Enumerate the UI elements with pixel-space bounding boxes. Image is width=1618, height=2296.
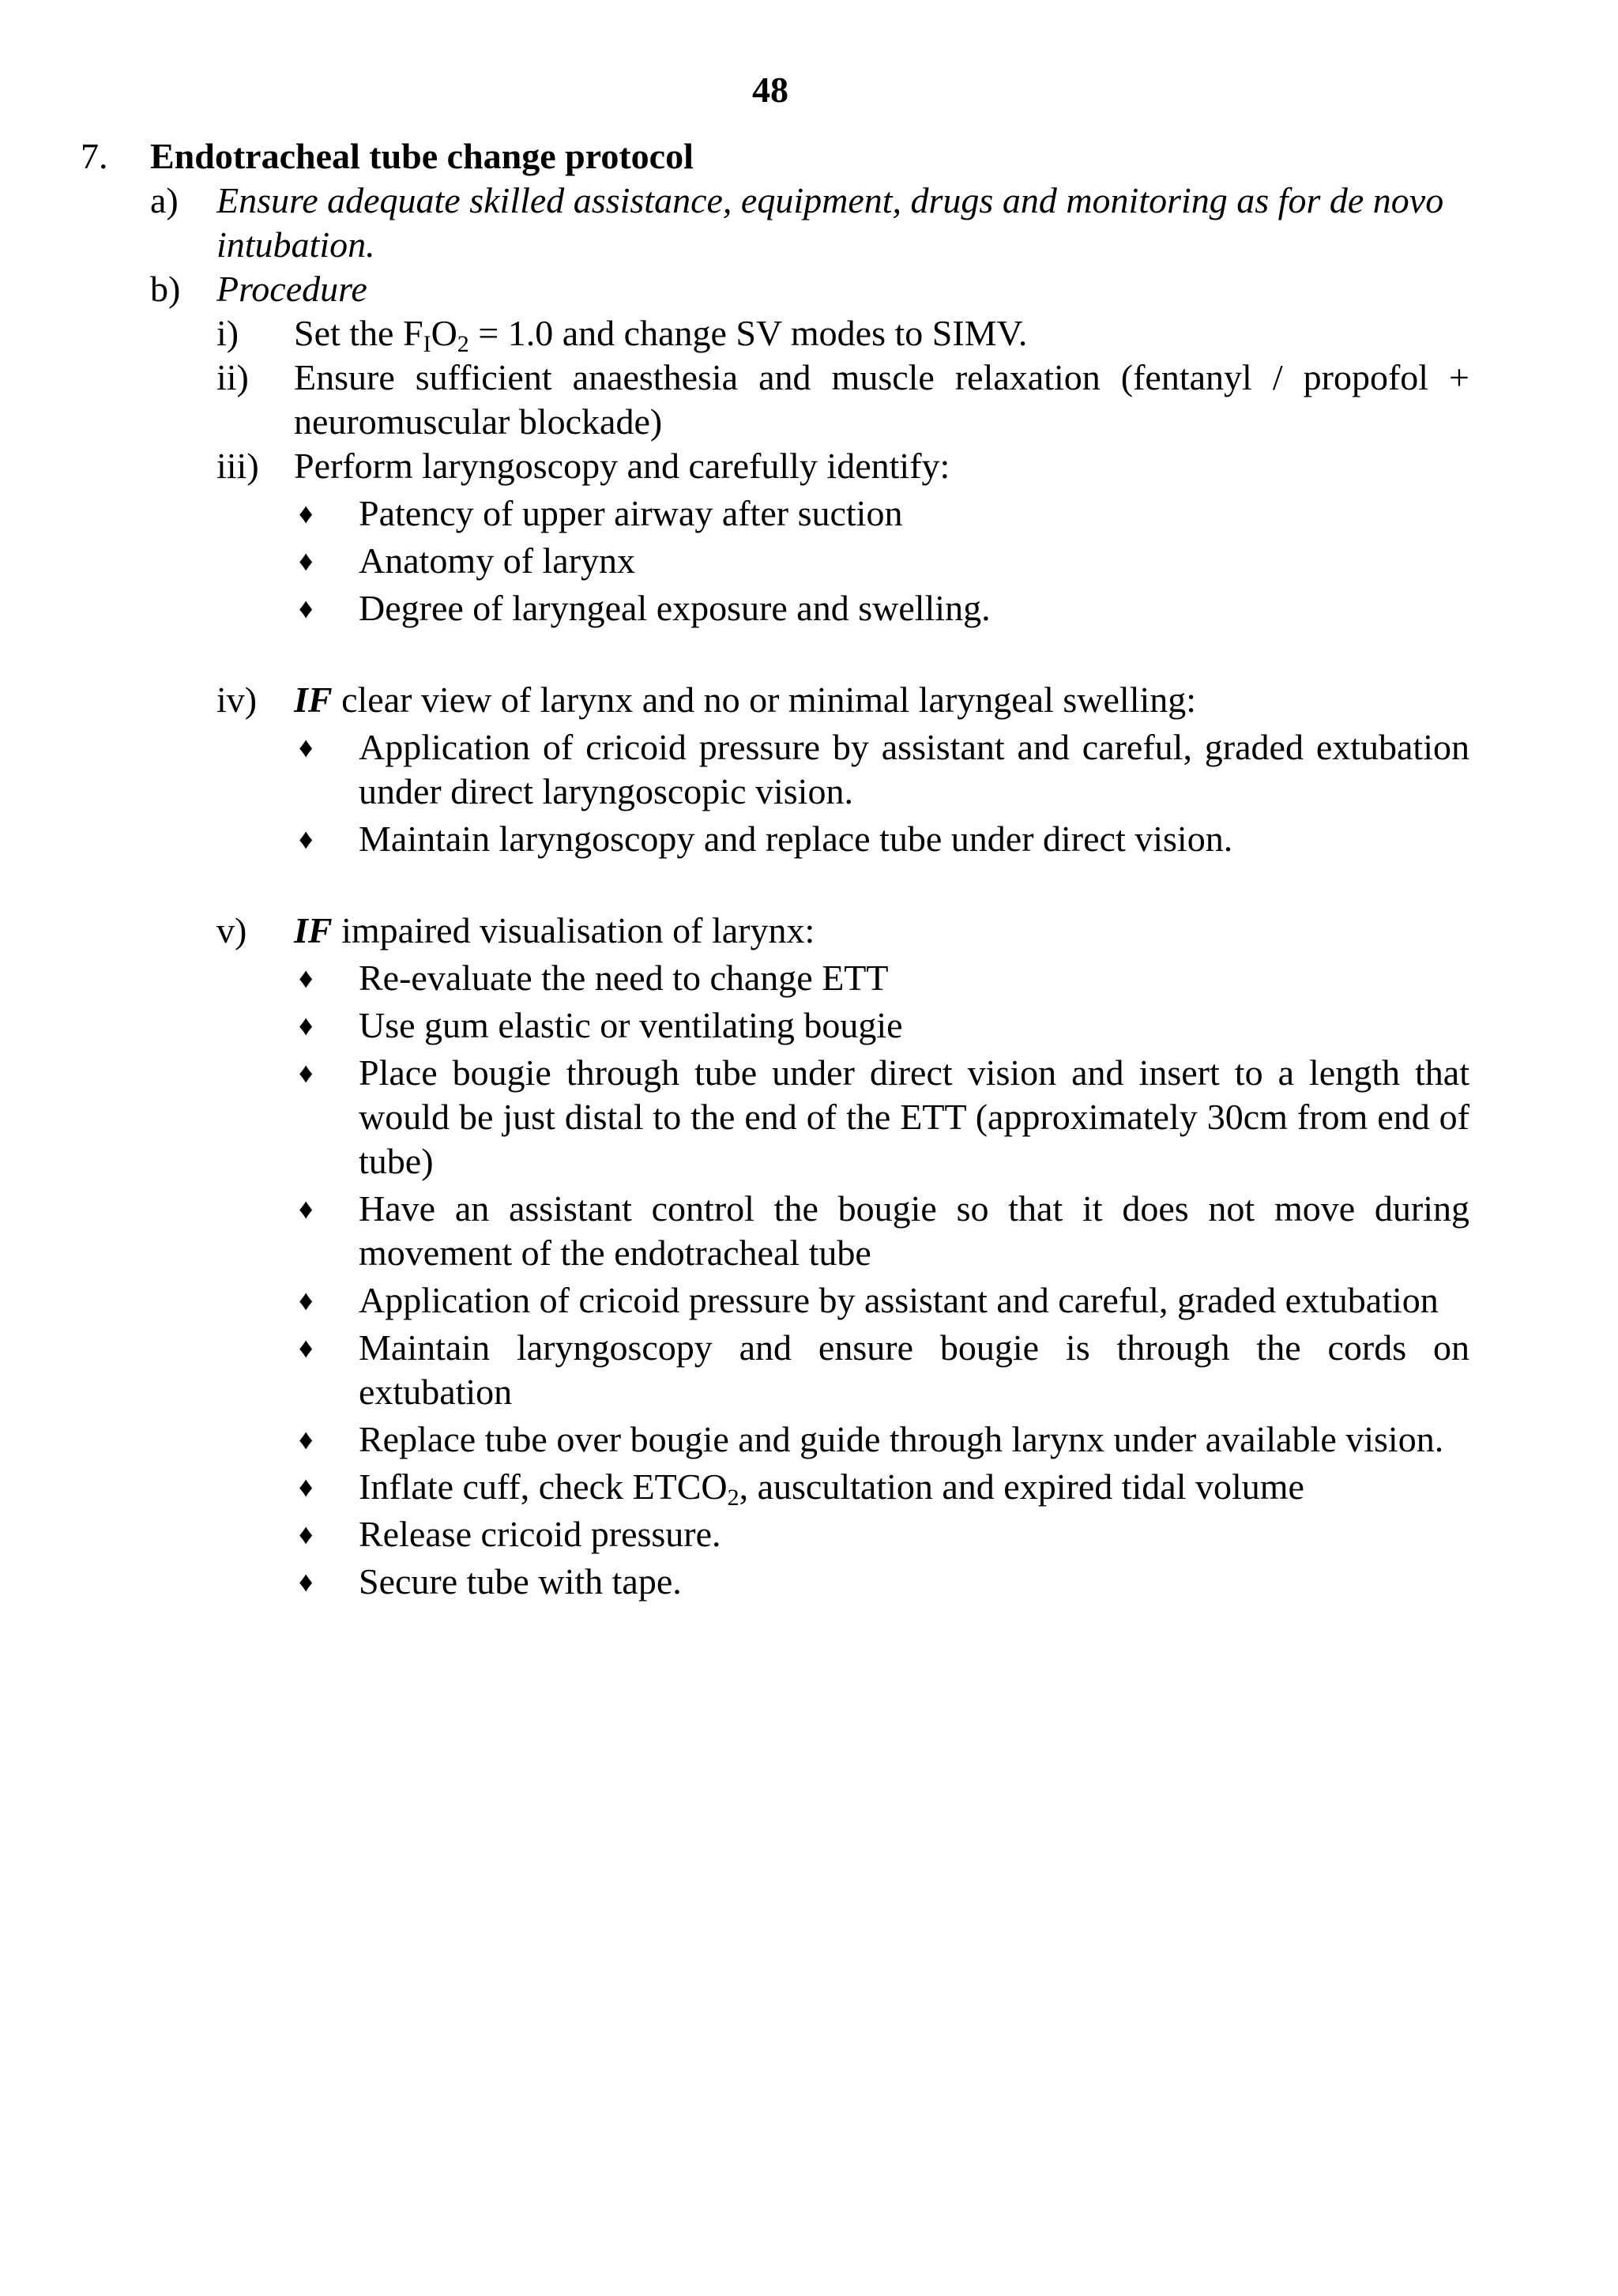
item-b-marker: b) [150,269,181,309]
list-item: ♦ Place bougie through tube under direct vision and insert to a length that would be just distal to the end of the ETT (approximately 30cm from end of tube) [294,1051,1469,1184]
procedure-steps [216,311,1471,1607]
diamond-bullet-icon: ♦ [299,1285,314,1316]
fio2-subscript-2: 2 [457,331,469,357]
fio2-subscript-i: I [423,331,431,357]
diamond-bullet-icon: ♦ [299,1193,314,1225]
item-b-text: Procedure [216,269,367,309]
list-item: ♦ Inflate cuff, check $ETCO_2$, auscultation and expired tidal volume [294,1465,1469,1509]
step-i-marker: i) [216,313,239,353]
page-number: 48 [752,70,788,110]
list-item: ♦ Maintain laryngoscopy and replace tube under direct vision. [294,817,1469,861]
list-item: ♦ Maintain laryngoscopy and ensure bougie is through the cords on extubation [294,1326,1469,1414]
diamond-bullet-icon: ♦ [299,545,314,577]
if-keyword: IF [294,679,333,720]
section-heading [81,134,1471,179]
diamond-bullet-icon: ♦ [299,498,314,529]
step-iv-text: IF clear view of larynx and no or minimal laryngeal swelling: [294,679,1197,720]
step-v-bullets [294,956,1469,1604]
step-ii [216,356,1471,444]
diamond-bullet-icon: ♦ [299,1519,314,1550]
list-item: ♦ Use gum elastic or ventilating bougie [294,1003,1469,1048]
step-v [216,909,1471,1607]
list-item: ♦ Application of cricoid pressure by assistant and careful, graded extubation under direct laryngoscopic vision. [294,725,1469,814]
list-item: ♦ Anatomy of larynx [294,539,1469,583]
step-ii-text: Ensure sufficient anaesthesia and muscle relaxation (fentanyl / propofol + neuromuscular blockade) [294,357,1469,442]
step-iv [216,678,1471,864]
section-title: Endotracheal tube change protocol [150,136,694,176]
diamond-bullet-icon: ♦ [299,593,314,624]
diamond-bullet-icon: ♦ [299,823,314,855]
step-i-text: Set the $F_IO_2 = 1.0$ and change SV modes to SIMV. [294,313,1028,357]
list-item: ♦ Have an assistant control the bougie so that it does not move during movement of the endotracheal tube [294,1187,1469,1275]
etco2-subscript: 2 [727,1485,739,1511]
section-number: 7. [81,136,108,176]
if-keyword: IF [294,910,333,950]
diamond-bullet-icon: ♦ [299,1057,314,1089]
diamond-bullet-icon: ♦ [299,1424,314,1455]
item-a-text: Ensure adequate skilled assistance, equipment, drugs and monitoring as for de novo intubation. [216,180,1444,265]
list-item: ♦ Release cricoid pressure. [294,1512,1469,1556]
list-item: ♦ Secure tube with tape. [294,1560,1469,1604]
list-item: ♦ Replace tube over bougie and guide through larynx under available vision. [294,1417,1469,1462]
step-i [216,311,1471,356]
step-ii-marker: ii) [216,357,249,397]
step-iv-bullets [294,725,1469,861]
item-b [150,267,1471,1607]
list-item: ♦ Re-evaluate the need to change ETT [294,956,1469,1000]
diamond-bullet-icon: ♦ [299,1566,314,1598]
diamond-bullet-icon: ♦ [299,1010,314,1041]
list-item: ♦ Degree of laryngeal exposure and swelling. [294,586,1469,630]
step-iii-marker: iii) [216,446,259,486]
step-v-marker: v) [216,910,247,950]
protocol-section [81,134,1471,1607]
step-v-text: IF impaired visualisation of larynx: [294,910,815,950]
item-a-marker: a) [150,180,179,220]
item-a [150,179,1471,267]
step-iv-marker: iv) [216,679,258,720]
step-iii-bullets [294,491,1469,630]
diamond-bullet-icon: ♦ [299,732,314,763]
diamond-bullet-icon: ♦ [299,1471,314,1503]
step-iii-text: Perform laryngoscopy and carefully identify: [294,446,950,486]
diamond-bullet-icon: ♦ [299,1332,314,1364]
list-item: ♦ Patency of upper airway after suction [294,491,1469,536]
diamond-bullet-icon: ♦ [299,962,314,994]
step-iii [216,444,1471,634]
list-item: ♦ Application of cricoid pressure by assistant and careful, graded extubation [294,1278,1469,1323]
